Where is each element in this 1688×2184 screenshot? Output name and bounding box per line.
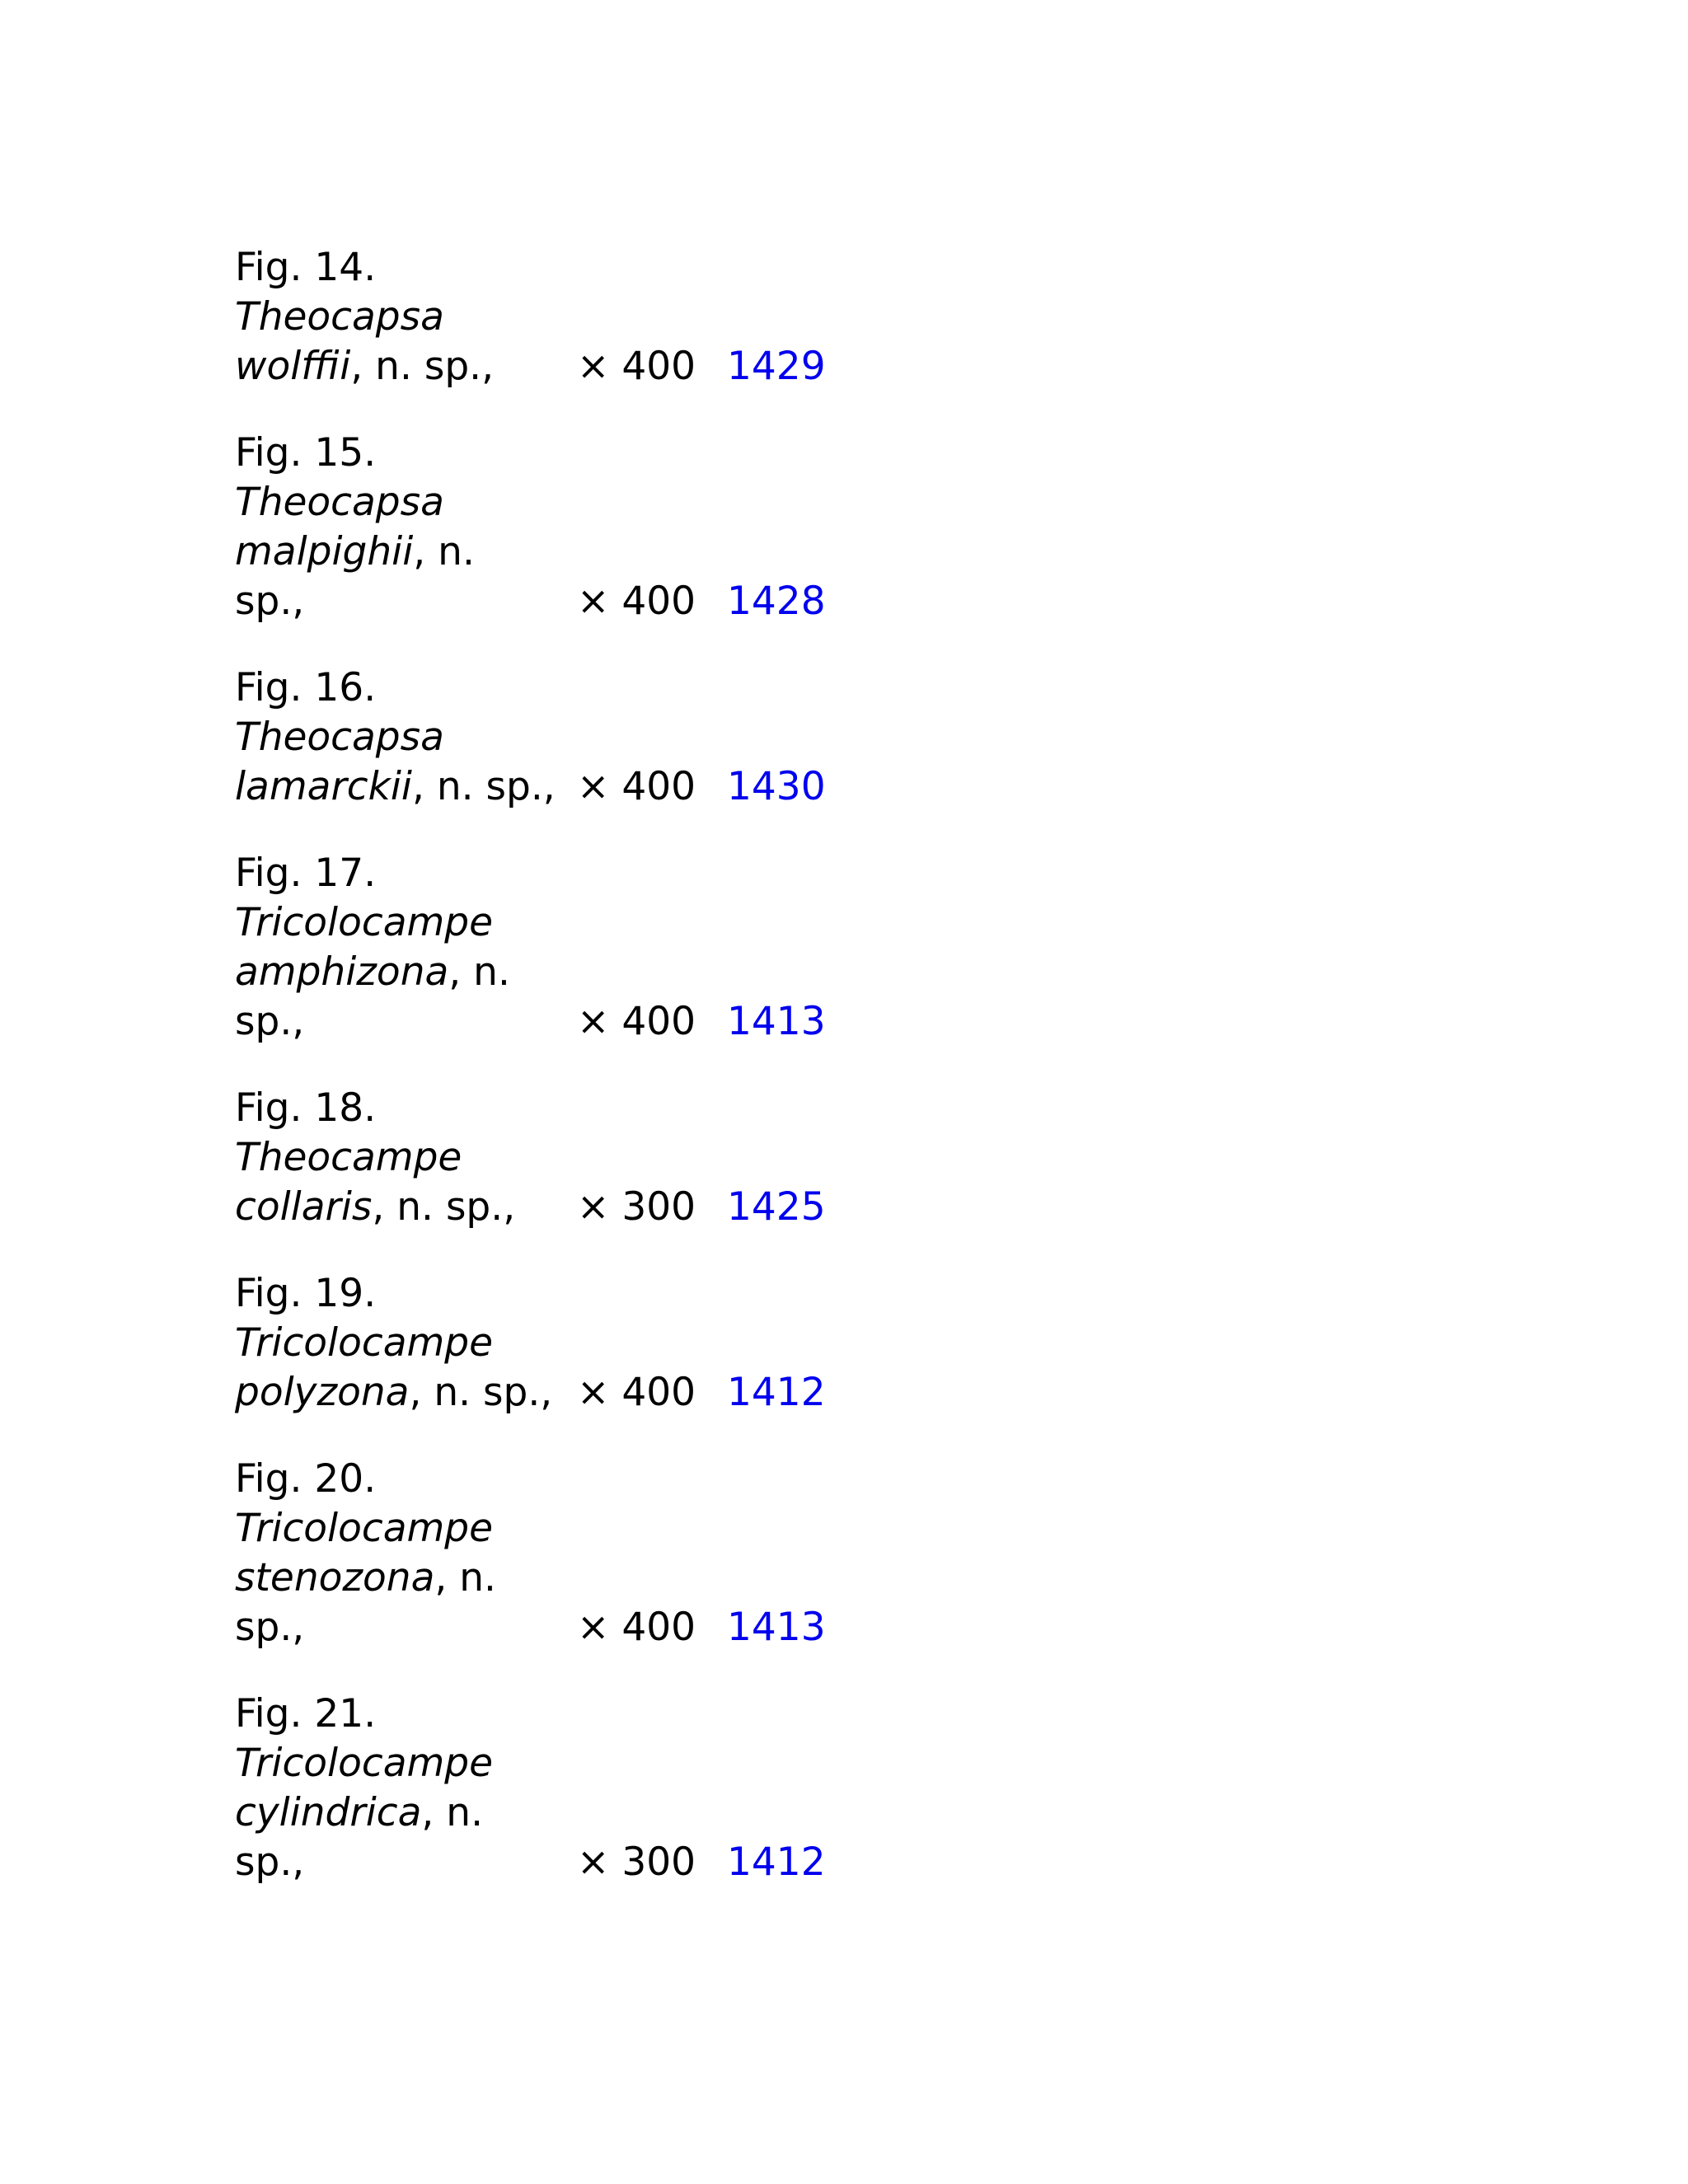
species-name: wolffii (235, 344, 351, 389)
figure-entry (235, 1455, 878, 1652)
figure-description (235, 429, 556, 626)
figure-entry (235, 1269, 878, 1418)
species-suffix: , n. sp., (409, 1370, 553, 1415)
figure-description (235, 1084, 556, 1232)
figure-number: Fig. 21. (235, 1691, 377, 1736)
magnification: × 400 (577, 579, 696, 624)
figure-description (235, 1690, 556, 1887)
species-name: malpighii (235, 529, 414, 574)
genus-name: Theocapsa (235, 480, 444, 525)
species-name: cylindrica (235, 1790, 422, 1835)
figure-number: Fig. 20. (235, 1456, 377, 1502)
page-link[interactable]: 1428 (727, 579, 826, 624)
page-link[interactable]: 1412 (727, 1840, 826, 1885)
page-link[interactable]: 1425 (727, 1184, 826, 1230)
figure-number: Fig. 16. (235, 665, 377, 710)
magnification: × 400 (577, 1370, 696, 1415)
magnification: × 400 (577, 344, 696, 389)
species-suffix: , n. sp., (235, 1790, 484, 1885)
genus-name: Theocapsa (235, 294, 444, 340)
figure-entry (235, 429, 878, 626)
species-name: collaris (235, 1184, 373, 1230)
magnification: × 300 (577, 1184, 696, 1230)
page-link[interactable]: 1429 (727, 344, 826, 389)
figure-entry (235, 243, 878, 391)
magnification: × 400 (577, 999, 696, 1044)
page-link[interactable]: 1413 (727, 999, 826, 1044)
figure-number: Fig. 19. (235, 1271, 377, 1316)
figure-description (235, 849, 556, 1047)
species-name: amphizona (235, 949, 449, 995)
magnification: × 400 (577, 1605, 696, 1650)
figure-description (235, 1269, 556, 1418)
page-link[interactable]: 1430 (727, 764, 826, 809)
genus-name: Theocampe (235, 1135, 462, 1180)
species-suffix: , n. sp., (372, 1184, 516, 1230)
figure-number: Fig. 17. (235, 851, 377, 896)
genus-name: Tricolocampe (235, 1741, 494, 1786)
magnification: × 300 (577, 1840, 696, 1885)
figure-entry (235, 663, 878, 812)
species-suffix: , n. sp., (235, 1555, 496, 1650)
figure-entry (235, 849, 878, 1047)
magnification: × 400 (577, 764, 696, 809)
figure-description (235, 663, 556, 812)
figure-description (235, 243, 556, 391)
genus-name: Theocapsa (235, 715, 444, 760)
figure-number: Fig. 14. (235, 245, 377, 290)
genus-name: Tricolocampe (235, 1320, 494, 1366)
page-link[interactable]: 1412 (727, 1370, 826, 1415)
page-link[interactable]: 1413 (727, 1605, 826, 1650)
genus-name: Tricolocampe (235, 1506, 494, 1551)
figure-description (235, 1455, 556, 1652)
species-suffix: , n. sp., (411, 764, 556, 809)
figure-list (235, 243, 878, 1924)
species-name: stenozona (235, 1555, 435, 1601)
figure-number: Fig. 15. (235, 430, 377, 476)
figure-entry (235, 1084, 878, 1232)
species-suffix: , n. sp., (350, 344, 495, 389)
species-suffix: , n. sp., (235, 529, 475, 624)
figure-entry (235, 1690, 878, 1887)
figure-number: Fig. 18. (235, 1085, 377, 1131)
species-name: lamarckii (235, 764, 412, 809)
genus-name: Tricolocampe (235, 900, 494, 945)
species-suffix: , n. sp., (235, 949, 510, 1044)
species-name: polyzona (235, 1370, 410, 1415)
